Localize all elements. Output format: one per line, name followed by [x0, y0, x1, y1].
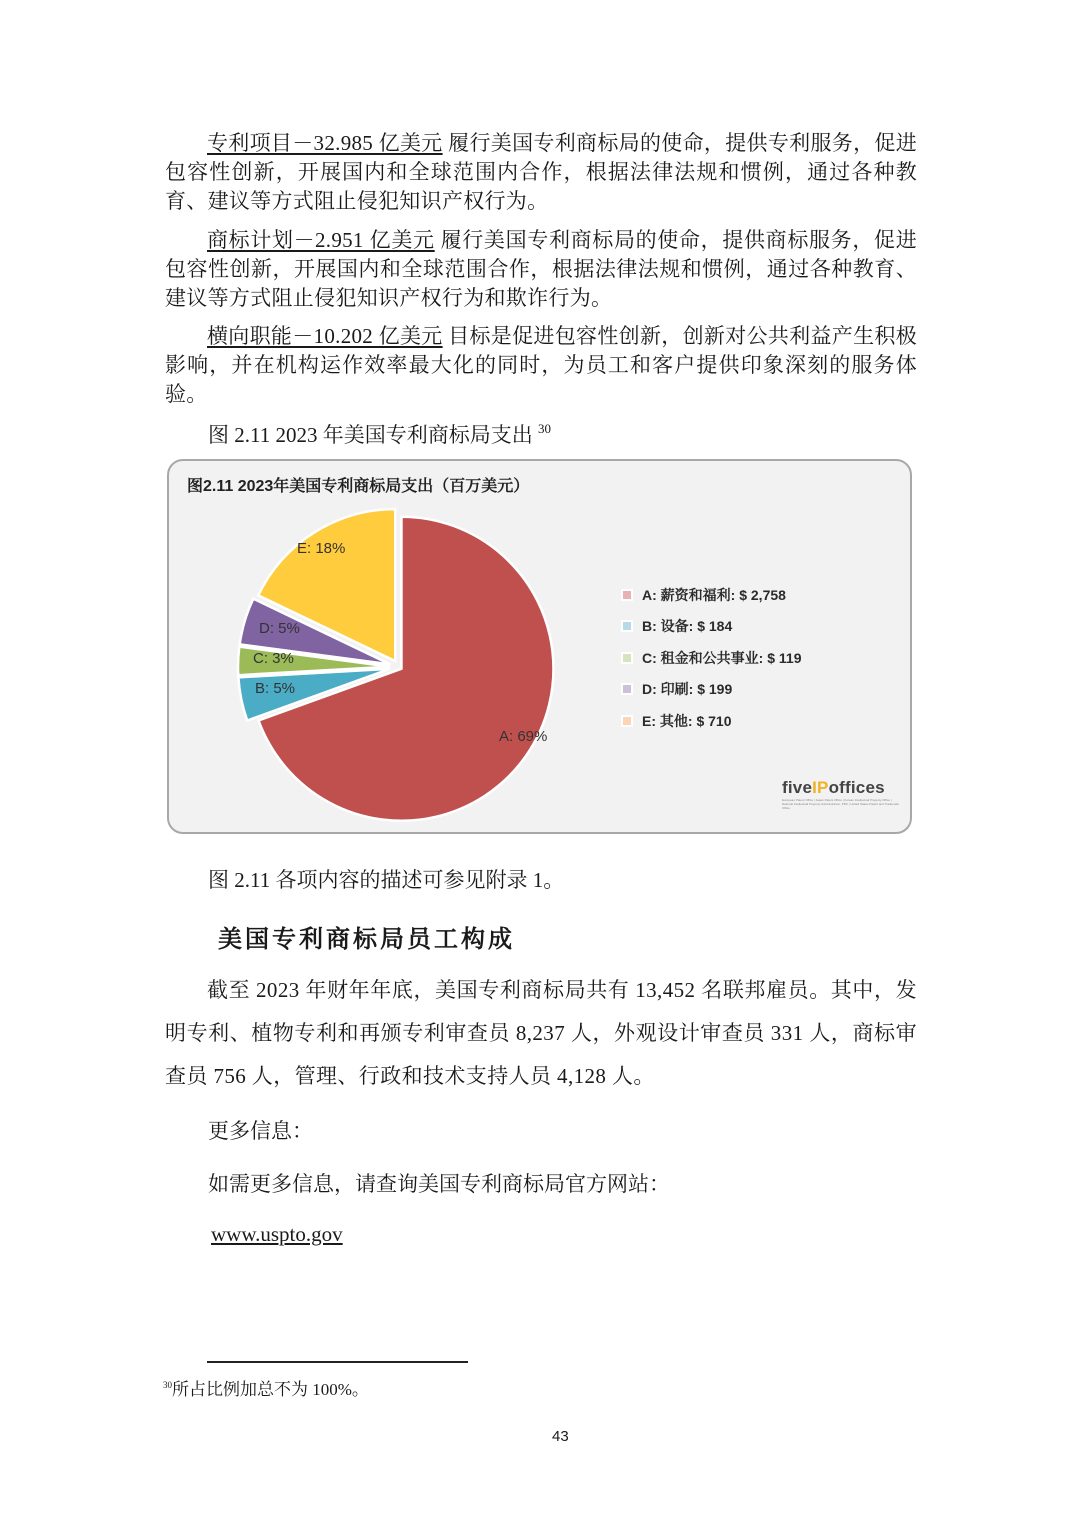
more-info-text: 如需更多信息，请查询美国专利商标局官方网站：: [208, 1172, 670, 1196]
footnote-divider: [207, 1361, 468, 1363]
paragraph-trademarks: [165, 226, 917, 313]
figure-caption: [208, 419, 551, 449]
section-heading: 美国专利商标局员工构成: [218, 924, 515, 953]
paragraph-text: 履行美国专利商标局的使命，提供专利服务，促进包容性创新，开展国内和全球范围内合作，根据法律法规和惯例，通过各种教育、建议等方式阻止侵犯知识产权行为。: [165, 131, 917, 213]
website-link[interactable]: www.uspto.gov: [211, 1222, 343, 1246]
pie-label: B: 5%: [255, 680, 296, 697]
legend-swatch-icon: [621, 683, 633, 695]
paragraph-text: 目标是促进包容性创新，创新对公共利益产生积极影响，并在机构运作效率最大化的同时，为员工和客户提供印象深刻的服务体验。: [165, 324, 917, 406]
paragraph-lead: 专利项目－32.985 亿美元: [207, 131, 443, 155]
footnote-number: 30: [163, 1380, 172, 1390]
legend-swatch-icon: [621, 652, 633, 664]
footnote-ref[interactable]: 30: [537, 421, 551, 436]
legend-item: [621, 705, 801, 737]
legend-swatch-icon: [621, 620, 633, 632]
legend-swatch-icon: [621, 715, 633, 727]
legend-item: [621, 674, 801, 706]
chart-legend: [621, 579, 801, 737]
paragraph-text: 履行美国专利商标局的使命，提供商标服务，促进包容性创新，开展国内和全球范围合作，根据法律法规和惯例，通过各种教育、建议等方式阻止侵犯知识产权行为和欺诈行为。: [165, 228, 917, 310]
pie-chart-panel: [167, 459, 912, 834]
legend-label: E: 其他: $ 710: [642, 712, 732, 729]
legend-label: B: 设备: $ 184: [642, 618, 733, 635]
staff-paragraph: 截至 2023 年财年年底，美国专利商标局共有 13,452 名联邦雇员。其中，发明专利、植物专利和再颁专利审查员 8,237 人，外观设计审查员 331 人，商标审查员 756 人，管理、行政和技术支持人员 4,128 人。: [165, 978, 917, 1088]
pie-label: D: 5%: [259, 620, 300, 637]
figure-note: 图 2.11 各项内容的描述可参见附录 1。: [208, 868, 565, 892]
pie-label: C: 3%: [253, 650, 294, 667]
legend-swatch-icon: [621, 589, 633, 601]
paragraph-patents: [165, 129, 917, 216]
more-info-label: 更多信息：: [208, 1119, 313, 1143]
legend-label: A: 薪资和福利: $ 2,758: [642, 586, 786, 603]
legend-item: [621, 642, 801, 674]
legend-label: C: 租金和公共事业: $ 119: [642, 649, 802, 666]
footnote: [163, 1375, 369, 1400]
paragraph-cross-functional: [165, 322, 917, 409]
figure-caption-text: 图 2.11 2023 年美国专利商标局支出: [208, 423, 533, 447]
pie-label: A: 69%: [499, 728, 548, 745]
page-number: 43: [552, 1428, 569, 1445]
pie-label: E: 18%: [297, 540, 346, 557]
legend-item: [621, 579, 801, 611]
paragraph-lead: 横向职能－10.202 亿美元: [207, 324, 443, 348]
paragraph-lead: 商标计划－2.951 亿美元: [207, 228, 435, 252]
footnote-text: 所占比例加总不为 100%。: [172, 1380, 369, 1399]
legend-label: D: 印刷: $ 199: [642, 681, 733, 698]
fiveipoffices-logo: fiveIPoffices European Patent Office | Japan Patent Office | Korean Intellectual Property Office | National Intellectual Property Administration, PRC | United States Patent and Trademark Office: [782, 778, 900, 810]
chart-title: 图2.11 2023年美国专利商标局支出（百万美元）: [187, 478, 530, 495]
legend-item: [621, 611, 801, 643]
